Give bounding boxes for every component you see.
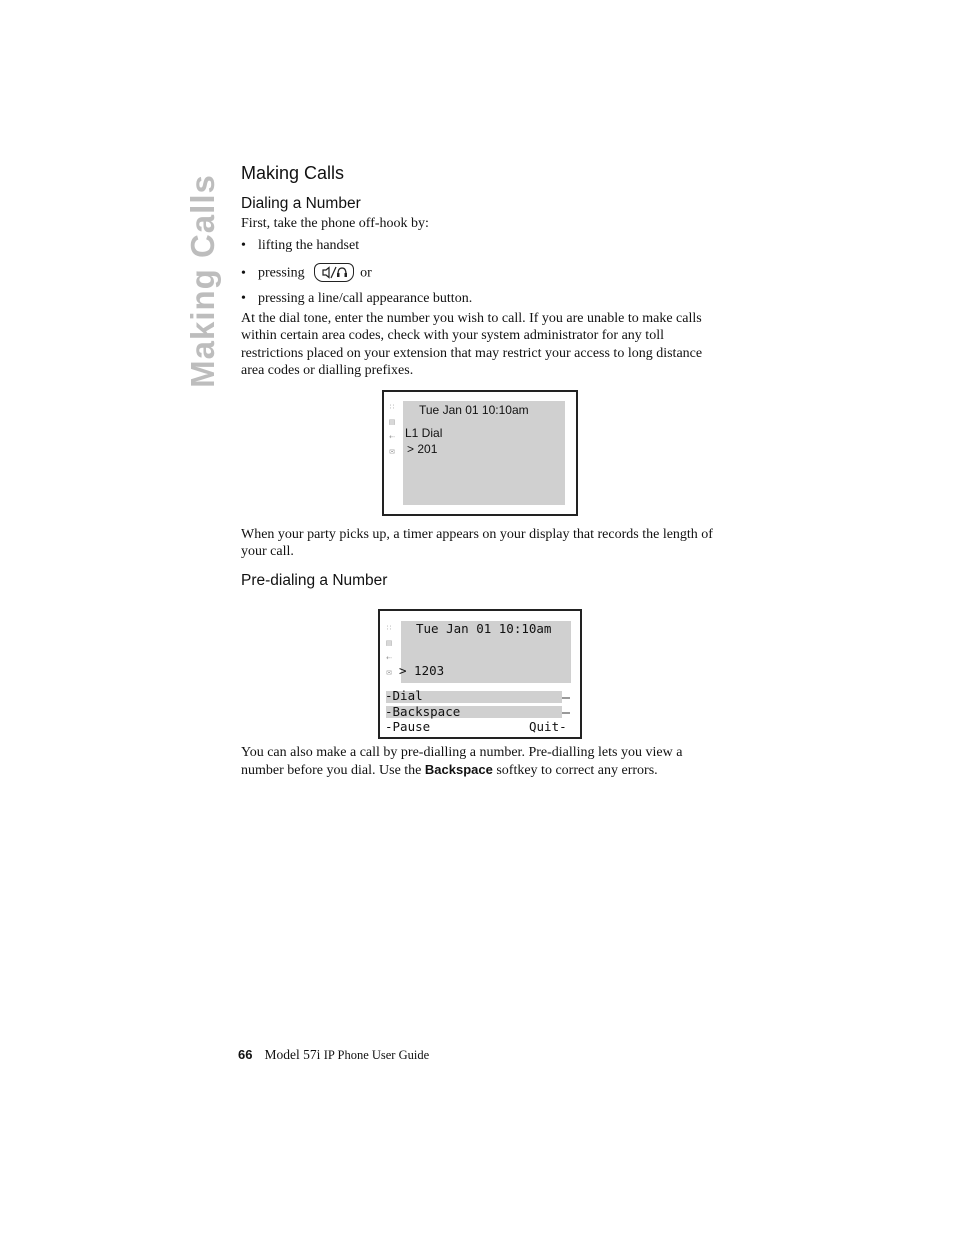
display-predial-number: > 1203: [399, 663, 445, 678]
display-dialed-number: > 201: [407, 442, 438, 456]
dialing-heading: Dialing a Number: [241, 195, 361, 212]
side-tab-label: Making Calls: [184, 173, 221, 388]
dialing-paragraph: At the dial tone, enter the number you wish to call. If you are unable to make calls within certain area codes, check with your system administrator for any toll restrictions placed on your extension that may restrict your access to long distance area codes or dialling prefixes.: [241, 311, 703, 378]
speaker-headset-key-icon: [314, 263, 354, 282]
directory-icon: ▤: [385, 639, 393, 647]
predialing-text-before: You can also make a call by pre-dialling a number. Pre-dialling lets you view a number before you dial. Use the: [241, 745, 683, 779]
page-footer: [238, 1047, 429, 1063]
after-screen-paragraph: When your party picks up, a timer appears on your display that records the length of your call.: [241, 527, 713, 560]
bullet-item: [241, 290, 472, 307]
footer-guide: IP Phone User Guide: [323, 1048, 430, 1062]
bullet-dot: •: [241, 265, 246, 281]
softkey-quit[interactable]: Quit-: [529, 719, 567, 734]
bullet-text: pressing: [258, 265, 305, 281]
softkey-tick: [562, 712, 570, 714]
display-datetime: Tue Jan 01 10:10am: [416, 621, 552, 636]
phone-display-predialing: [378, 609, 582, 739]
bullet-item: [241, 264, 372, 283]
dialing-intro: First, take the phone off-hook by:: [241, 216, 429, 231]
display-line-status: L1 Dial: [405, 426, 443, 440]
softkey-tick: [562, 697, 570, 699]
display-icon-column: [387, 403, 401, 463]
bullet-text-suffix: or: [360, 265, 372, 281]
phone-display-dialing: [382, 390, 578, 516]
bullet-item: [241, 237, 359, 254]
softkey-pause[interactable]: -Pause: [385, 719, 431, 734]
phone-status-icon: ∷: [386, 624, 392, 632]
section-title: Making Calls: [241, 163, 345, 183]
page-number: 66: [238, 1047, 253, 1062]
softkey-backspace[interactable]: -Backspace: [385, 704, 461, 719]
directory-icon: ▤: [388, 418, 396, 426]
phone-status-icon: ∷: [389, 403, 395, 411]
message-icon: ✉: [389, 448, 395, 456]
bullet-dot: •: [241, 238, 246, 253]
bullet-text: lifting the handset: [258, 238, 360, 253]
display-icon-column: [384, 624, 394, 684]
callers-icon: ⇠: [389, 433, 395, 441]
footer-model: Model 57i: [264, 1047, 321, 1062]
callers-icon: ⇠: [386, 654, 392, 662]
predialing-paragraph: [241, 744, 719, 780]
softkey-dial[interactable]: -Dial: [385, 688, 423, 703]
predialing-text-after: softkey to correct any errors.: [492, 763, 658, 779]
backspace-softkey-name: Backspace: [424, 762, 493, 778]
predialing-heading: Pre-dialing a Number: [241, 572, 388, 589]
bullet-text: pressing a line/call appearance button.: [258, 291, 473, 306]
display-datetime: Tue Jan 01 10:10am: [419, 403, 529, 417]
bullet-dot: •: [241, 291, 246, 306]
side-tab: [183, 168, 223, 393]
message-icon: ✉: [386, 669, 392, 677]
